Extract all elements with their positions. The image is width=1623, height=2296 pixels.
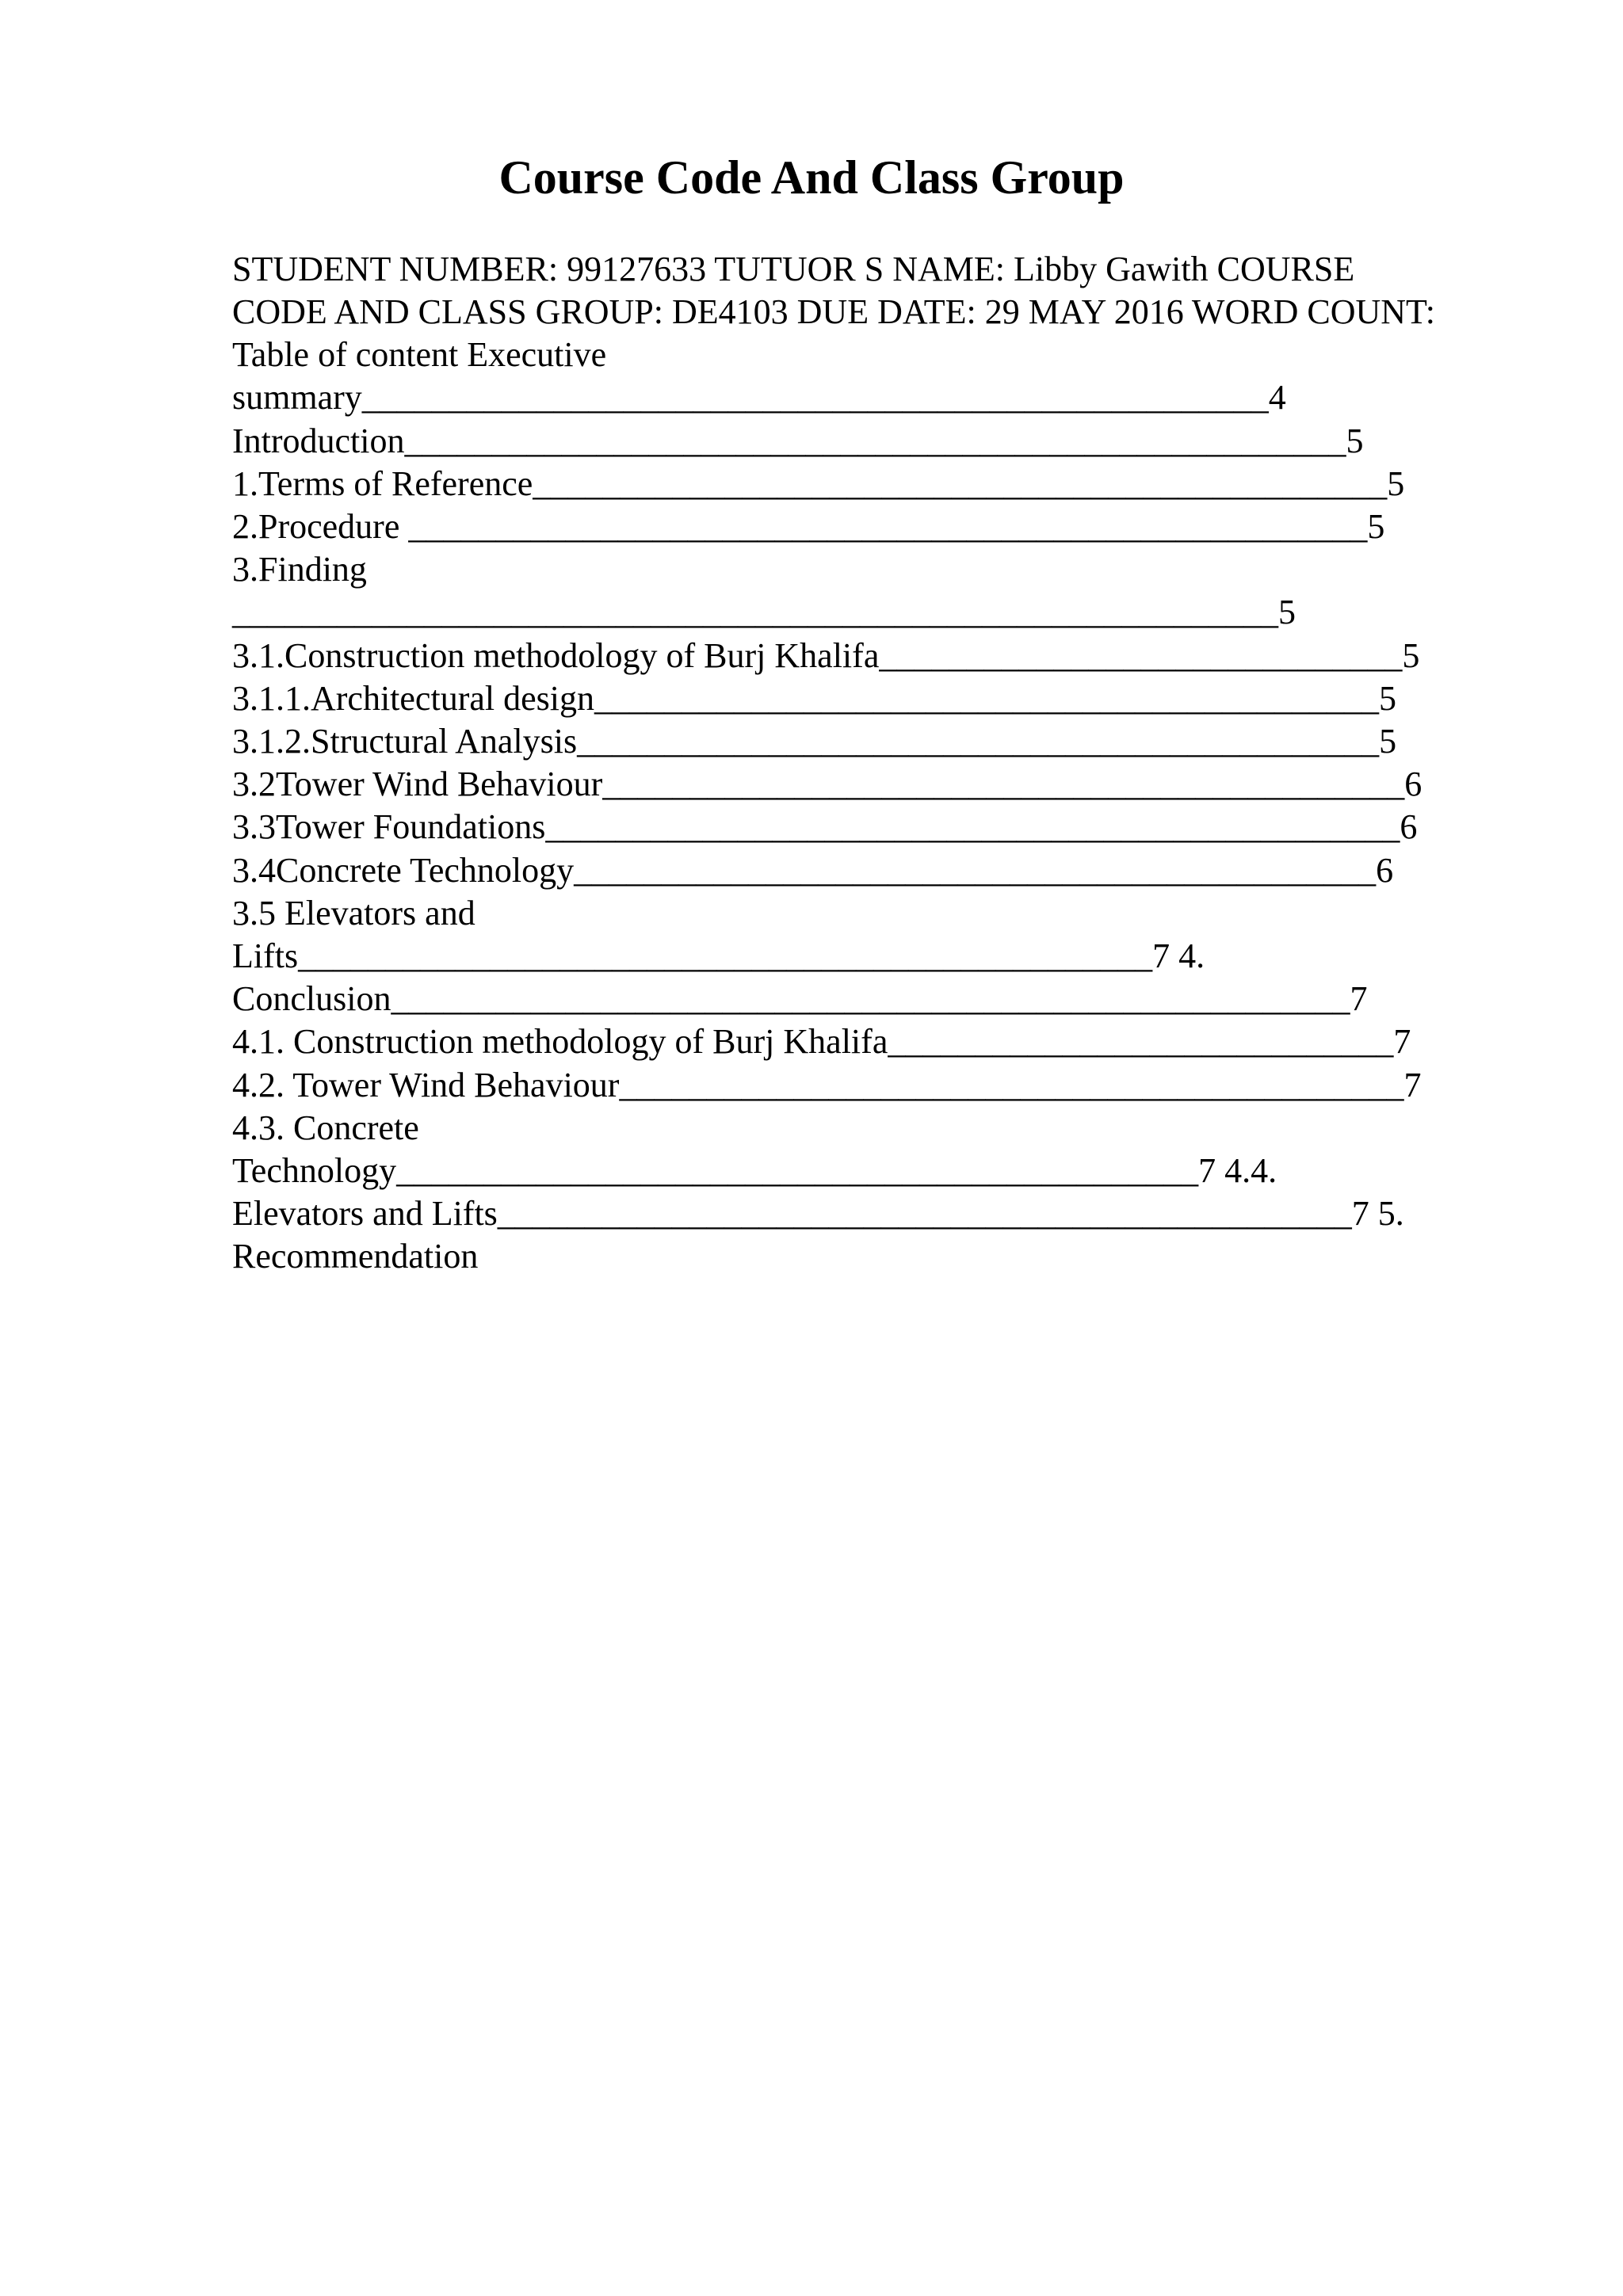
toc-entry: 4.2. Tower Wind Behaviour_____________________________________________7 <box>232 1066 1422 1104</box>
toc-entry: 3.3Tower Foundations_________________________________________________6 <box>232 807 1418 846</box>
toc-entry: 3.Finding <box>232 550 367 589</box>
text-line: CODE AND CLASS GROUP: DE4103 DUE DATE: 29 MAY 2016 WORD COUNT: <box>232 292 1435 331</box>
toc-entry: 3.1.2.Structural Analysis______________________________________________5 <box>232 722 1397 761</box>
page-title: Course Code And Class Group <box>498 151 1125 204</box>
toc-entry: Conclusion_______________________________________________________7 <box>232 979 1368 1018</box>
toc-entry: 4.3. Concrete <box>232 1108 419 1147</box>
toc-entry: summary____________________________________________________4 <box>232 378 1286 417</box>
toc-entry: Technology______________________________________________7 4.4. <box>232 1151 1277 1190</box>
text-line: Table of content Executive <box>232 335 607 374</box>
toc-entry: 3.4Concrete Technology______________________________________________6 <box>232 851 1394 890</box>
toc-entry: 3.2Tower Wind Behaviour______________________________________________6 <box>232 765 1423 803</box>
toc-entry: Lifts_________________________________________________7 4. <box>232 936 1205 975</box>
toc-entry: Recommendation <box>232 1237 479 1276</box>
toc-entry: ____________________________________________________________5 <box>232 593 1296 631</box>
toc-entry: 3.5 Elevators and <box>232 894 475 933</box>
toc-entry: 3.1.Construction methodology of Burj Khalifa______________________________5 <box>232 636 1420 675</box>
toc-entry: Introduction______________________________________________________5 <box>232 421 1364 460</box>
toc-entry: 4.1. Construction methodology of Burj Khalifa_____________________________7 <box>232 1022 1411 1061</box>
text-line: STUDENT NUMBER: 99127633 TUTUOR S NAME: Libby Gawith COURSE <box>232 250 1355 288</box>
toc-entry: 2.Procedure _______________________________________________________5 <box>232 507 1385 546</box>
toc-entry: Elevators and Lifts_________________________________________________7 5. <box>232 1194 1404 1233</box>
toc-entry: 1.Terms of Reference_________________________________________________5 <box>232 464 1405 503</box>
toc-entry: 3.1.1.Architectural design_____________________________________________5 <box>232 679 1396 718</box>
